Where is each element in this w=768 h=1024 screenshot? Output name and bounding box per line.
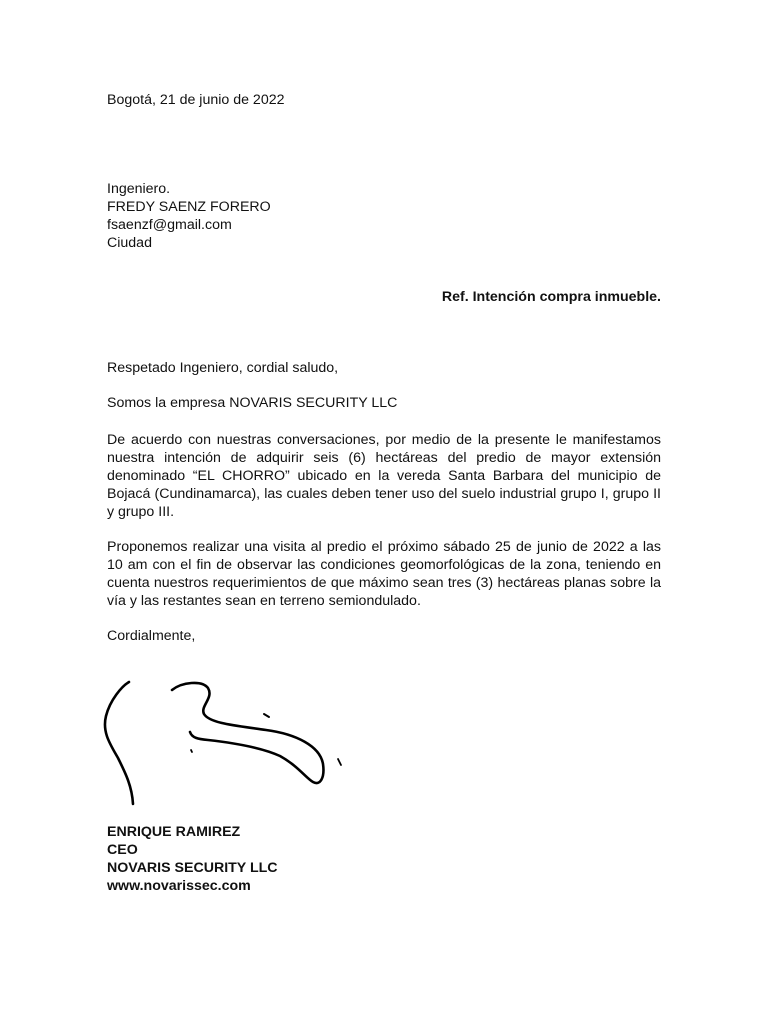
place-date: Bogotá, 21 de junio de 2022 xyxy=(107,92,285,108)
sender-block xyxy=(107,823,661,895)
recipient-name: FREDY SAENZ FORERO xyxy=(107,199,271,215)
recipient-block xyxy=(107,180,661,252)
sender-name: ENRIQUE RAMIREZ xyxy=(107,824,241,840)
sender-company: NOVARIS SECURITY LLC xyxy=(107,860,278,876)
body-paragraph-1: De acuerdo con nuestras conversaciones, por medio de la presente le manifestamos nuestra intención de adquirir seis (6) hectáreas del predio de mayor extensión denominado “EL CHORRO” ubicado en la vereda Santa Barbara del municipio de Bojacá (Cundinamarca), las cuales deben tener uso del suelo industrial grupo I, grupo II y grupo III. xyxy=(107,432,661,520)
closing: Cordialmente, xyxy=(107,628,196,644)
sender-position: CEO xyxy=(107,842,138,858)
reference-line: Ref. Intención compra inmueble. xyxy=(441,289,661,305)
recipient-email: fsaenzf@gmail.com xyxy=(107,217,232,233)
salutation: Respetado Ingeniero, cordial saludo, xyxy=(107,360,339,376)
body-paragraph-2: Proponemos realizar una visita al predio el próximo sábado 25 de junio de 2022 a las 10 am con el fin de observar las condiciones geomorfológicas de la zona, teniendo en cuenta nuestros requerimientos de que máximo sean tres (3) hectáreas planas sobre la vía y las restantes sean en terreno semiondulado. xyxy=(107,539,661,609)
intro-line: Somos la empresa NOVARIS SECURITY LLC xyxy=(107,395,398,411)
sender-website: www.novarissec.com xyxy=(107,878,251,894)
signature-image xyxy=(100,672,360,812)
recipient-city: Ciudad xyxy=(107,235,152,251)
recipient-title: Ingeniero. xyxy=(107,181,171,197)
